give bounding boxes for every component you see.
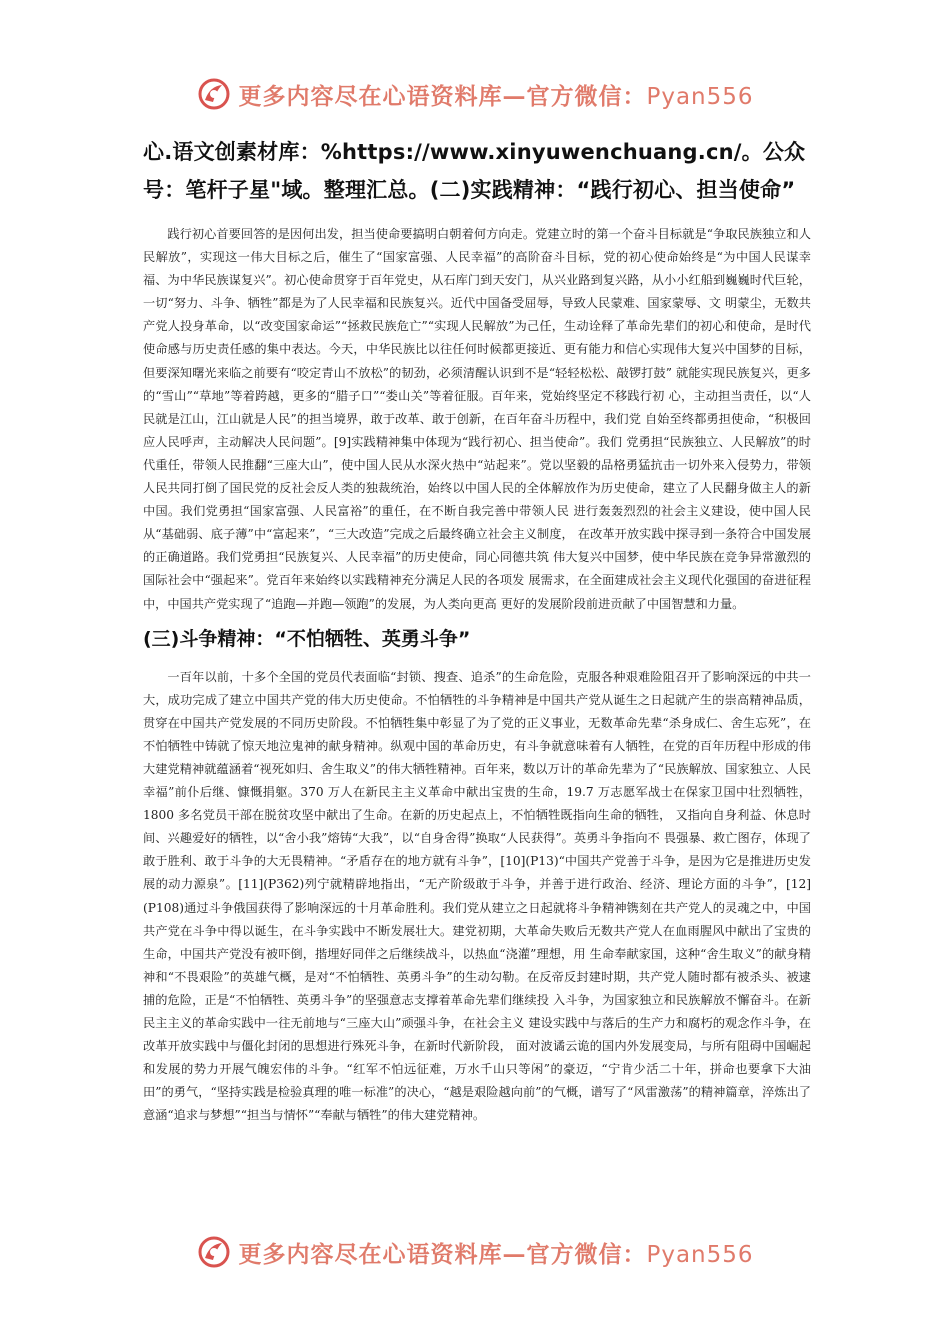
banner-text [238, 78, 753, 111]
banner-text-cn: 更多内容尽在心语资料库—官方微信： [238, 82, 647, 110]
logo-icon [196, 1234, 232, 1270]
paragraph-struggle: 一百年以前，十多个全国的党员代表面临“封锁、搜查、追杀”的生命危险，克服各种艰难险阻召开了影响深远的中共一大，成功完成了建立中国共产党的伟大历史使命。不怕牺牲的斗争精神是中国共产党从诞生之日起就产生的崇高精神品质，贯穿在中国共产党发展的不同历史阶段。不怕牺牲集中彰显了为了党的正义事业，无数革命先辈“杀身成仁、舍生忘死”，在不怕牺牲中铸就了惊天地泣鬼神的献身精神。纵观中国的革命历史，有斗争就意味着有人牺牲，在党的百年历程中形成的伟大建党精神就蕴涵着“视死如归、舍生取义”的伟大牺牲精神。百年来，数以万计的革命先辈为了“民族解放、国家独立、人民幸福”前仆后继、慷慨捐躯。370 万人在新民主主义革命中献出宝贵的生命，19.7 万志愿军战士在保家卫国中壮烈牺牲，1800 多名党员干部在脱贫攻坚中献出了生命。在新的历史起点上，不怕牺牲既指向生命的牺牲， 又指向自身利益、休息时间、兴趣爱好的牺牲，以“舍小我”熔铸“大我”，以“自身舍得”换取“人民获得”。英勇斗争指向不 畏强暴、救亡图存，体现了敢于胜利、敢于斗争的大无畏精神。“矛盾存在的地方就有斗争”，[10](P13)“中国共产党善于斗争，是因为它是推进历史发展的动力源泉”。[11](P362)列宁就精辟地指出，“无产阶级敢于斗争，并善于进行政治、经济、理论方面的斗争”，[12](P108)通过斗争俄国获得了影响深远的十月革命胜利。我们党从建立之日起就将斗争精神镌刻在共产党人的灵魂之中，中国共产党在斗争中得以诞生，在斗争实践中不断发展壮大。建党初期，大革命失败后无数共产党人在血雨腥风中献出了宝贵的生命，中国共产党没有被吓倒，揩埋好同伴之后继续战斗，以热血“浇灌”理想，用 生命奉献家国，这种“舍生取义”的献身精神和“不畏艰险”的英雄气概，是对“不怕牺牲、英勇斗争”的生动勾勒。在反帝反封建时期，共产党人随时都有被杀头、被逮捕的危险，正是“不怕牺牲、英勇斗争”的坚强意志支撑着革命先辈们继续投 入斗争，为国家独立和民族解放不懈奋斗。在新民主主义的革命实践中一往无前地与“三座大山”顽强斗争，在社会主义 建设实践中与落后的生产力和腐朽的观念作斗争，在改革开放实践中与僵化封闭的思想进行殊死斗争，在新时代新阶段， 面对波谲云诡的国内外发展变局，与所有阻碍中国崛起和发展的势力开展气魄宏伟的斗争。“红军不怕远征难，万水千山只等闲”的豪迈，“宁肯少活二十年，拼命也要拿下大油田”的勇气，“坚持实践是检验真理的唯一标准”的决心，“越是艰险越向前”的气概，谱写了“风雷激荡”的精神篇章，淬炼出了意涵“追求与梦想”“担当与情怀”“奉献与牺牲”的伟大建党精神。 [143, 669, 811, 1123]
banner-text-en: Pyan556 [646, 83, 754, 110]
banner-text-cn: 更多内容尽在心语资料库—官方微信： [238, 1240, 647, 1268]
document-body [143, 133, 811, 1127]
paragraph-practice: 践行初心首要回答的是因何出发，担当使命要搞明白朝着何方向走。党建立时的第一个奋斗目标就是“争取民族独立和人民解放”，实现这一伟大目标之后，催生了“国家富强、人民幸福”的高阶奋斗目标，党的初心使命始终是“为中国人民谋幸福、为中华民族谋复兴”。初心使命贯穿于百年党史，从石库门到天安门，从兴业路到复兴路，从小小红船到巍巍时代巨轮，一切“努力、斗争、牺牲”都是为了人民幸福和民族复兴。近代中国备受屈辱，导致人民蒙难、国家蒙辱、文 明蒙尘，无数共产党人投身革命，以“改变国家命运”“拯救民族危亡”“实现人民解放”为己任，生动诠释了革命先辈们的初心和使命，是时代使命感与历史责任感的集中表达。今天，中华民族比以往任何时候都更接近、更有能力和信心实现伟大复兴中国梦的目标，但要深知曙光来临之前要有“咬定青山不放松”的韧劲，必须清醒认识到不是“轻轻松松、敲锣打鼓” 就能实现民族复兴，更多的“雪山”“草地”等着跨越，更多的“腊子口”“娄山关”等着征服。百年来，党始终坚定不移践行初 心，主动担当责任，以“人民就是江山，江山就是人民”的担当境界，敢于改革、敢于创新，在百年奋斗历程中，我们党 自始至终都勇担使命，“积极回应人民呼声，主动解决人民问题”。[9]实践精神集中体现为“践行初心、担当使命”。我们 党勇担“民族独立、人民解放”的时代重任，带领人民推翻“三座大山”，使中国人民从水深火热中“站起来”。党以坚毅的品格勇猛抗击一切外来入侵势力，带领人民共同打倒了国民党的反社会反人类的独裁统治，始终以中国人民的全体解放作为历史使命，建立了人民翻身做主人的新中国。我们党勇担“国家富强、人民富裕”的重任，在不断自我完善中带领人民 进行轰轰烈烈的社会主义建设，使中国人民从“基础弱、底子薄”中“富起来”，“三大改造”完成之后最终确立社会主义制度， 在改革开放实践中探寻到一条符合中国发展的正确道路。我们党勇担“民族复兴、人民幸福”的历史使命，同心同德共筑 伟大复兴中国梦，使中华民族在竞争异常激烈的国际社会中“强起来”。党百年来始终以实践精神充分满足人民的各项发 展需求，在全面建成社会主义现代化强国的奋进征程中，中国共产党实现了“追跑—并跑—领跑”的发展，为人类向更高 更好的发展阶段前进贡献了中国智慧和力量。 [143, 227, 811, 611]
logo-icon [196, 76, 232, 112]
banner-text [238, 1236, 753, 1269]
heading-practice-spirit: 心.语文创素材库：%https://www.xinyuwenchuang.cn/。公众号：笔杆子星"域。整理汇总。(二)实践精神：“践行初心、担当使命” [143, 140, 806, 202]
heading-struggle-spirit: (三)斗争精神：“不怕牺牲、英勇斗争” [143, 627, 471, 650]
header-banner [0, 72, 950, 116]
footer-banner [0, 1230, 950, 1274]
banner-text-en: Pyan556 [646, 1241, 754, 1268]
